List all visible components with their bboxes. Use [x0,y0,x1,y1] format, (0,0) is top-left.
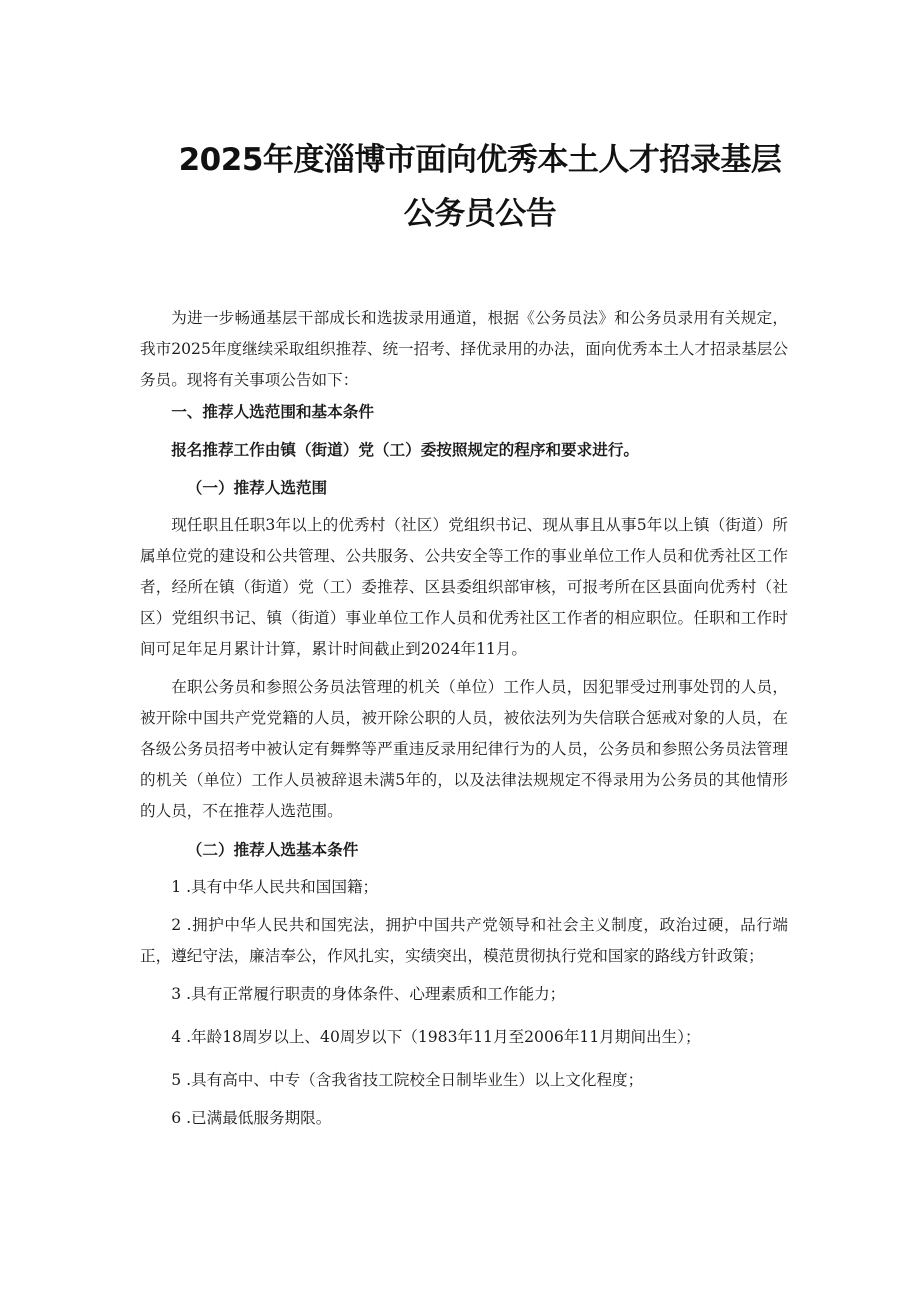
condition-item-5: 5 .具有高中、中专（含我省技工院校全日制毕业生）以上文化程度； [171,1071,644,1089]
document-body [140,303,788,1134]
document-title-line-2: 公务员公告 [403,196,557,232]
subsection-1-heading: （一）推荐人选范围 [186,478,328,497]
subsection-1-paragraph-2: 在职公务员和参照公务员法管理的机关（单位）工作人员，因犯罪受过刑事处罚的人员，被开除中国共产党党籍的人员，被开除公职的人员，被依法列为失信联合惩戒对象的人员，在各级公务员招考中被认定有舞弊等严重违反录用纪律行为的人员，公务员和参照公务员法管理的机关（单位）工作人员被辞退未满5年的，以及法律法规规定不得录用为公务员的其他情形的人员，不在推荐人选范围。 [140,678,788,820]
condition-item-6: 6 .已满最低服务期限。 [171,1109,332,1127]
condition-item-2: 2 .拥护中华人民共和国宪法，拥护中国共产党领导和社会主义制度，政治过硬，品行端正，遵纪守法，廉洁奉公，作风扎实，实绩突出，模范贯彻执行党和国家的路线方针政策； [140,916,788,965]
section-1-heading: 一、推荐人选范围和基本条件 [171,402,374,421]
subsection-1-paragraph-1: 现任职且任职3年以上的优秀村（社区）党组织书记、现从事且从事5年以上镇（街道）所属单位党的建设和公共管理、公共服务、公共安全等工作的事业单位工作人员和优秀社区工作者，经所在镇（街道）党（工）委推荐、区县委组织部审核，可报考所在区县面向优秀村（社区）党组织书记、镇（街道）事业单位工作人员和优秀社区工作者的相应职位。任职和工作时间可足年足月累计计算，累计时间截止到2024年11月。 [140,516,788,658]
document-title-line-1: 2025年度淄博市面向优秀本土人才招录基层 [178,142,782,178]
condition-item-3: 3 .具有正常履行职责的身体条件、心理素质和工作能力； [171,985,566,1003]
subsection-2-heading: （二）推荐人选基本条件 [186,840,359,859]
intro-paragraph: 为进一步畅通基层干部成长和选拔录用通道，根据《公务员法》和公务员录用有关规定，我市2025年度继续采取组织推荐、统一招考、择优录用的办法，面向优秀本土人才招录基层公务员。现将有关事项公告如下： [140,309,788,389]
condition-item-1: 1 .具有中华人民共和国国籍； [171,878,379,896]
section-1-note: 报名推荐工作由镇（街道）党（工）委按照规定的程序和要求进行。 [171,440,640,459]
condition-item-4: 4 .年龄18周岁以上、40周岁以下（1983年11月至2006年11月期间出生）； [171,1028,701,1046]
